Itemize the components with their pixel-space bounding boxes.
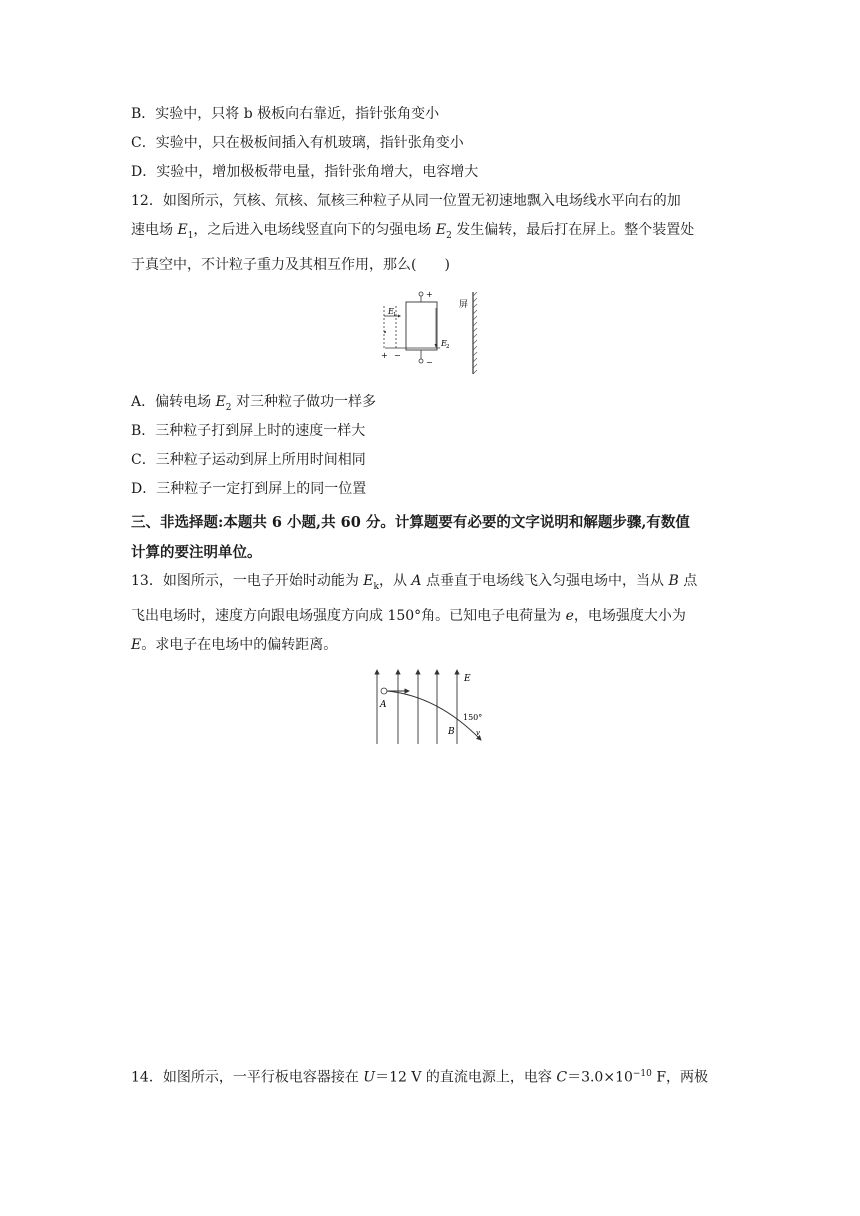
option-b-q12: B．三种粒子打到屏上时的速度一样大 [131,423,366,439]
point-a-label: A [380,700,387,710]
q12-line2c: 发生偏转，最后打在屏上。整个装置处 [451,222,695,238]
plus-label: + [381,351,388,360]
section-3-heading: 三、非选择题:本题共 6 小题,共 60 分。计算题要有必要的文字说明和解题步骤,有数值 计算的要注明单位。 [131,514,690,561]
terminal-bottom [419,359,423,363]
velocity-label: v [476,729,480,737]
q12-line2b: ，之后进入电场线竖直向下的匀强电场 [193,222,436,238]
e2-label: E [441,339,447,348]
e2-subscript: 2 [446,230,452,241]
question-12-stem [131,187,731,280]
field-e-label: E [464,674,471,684]
e2-label-sub: 2 [446,344,450,350]
question-13-stem: 13．如图所示，一电子开始时动能为 $E_k$，从 A 点垂直于电场线飞入匀强电场中，当从 B 点 飞出电场时，速度方向跟电场强度方向成 150°角。已知电子电荷量为 e，电场强度大小为 E。求电子在电场中的偏转距离。 [131,573,698,653]
e1-subscript: 1 [187,230,194,241]
deflect-plates [406,302,437,350]
question-14-stem: 14．如图所示，一平行板电容器接在 U＝12 V 的直流电源上，电容 $C=3.0\times 10^{-10}$ F，两极 [131,1069,709,1086]
screen-label: 屏 [459,300,469,310]
q12-figure [370,288,485,378]
e1-symbol: E [177,222,188,238]
top-plus: + [426,290,433,299]
q12-line3: 于真空中，不计粒子重力及其相互作用，那么( ) [131,256,450,273]
option-c-q12: C．三种粒子运动到屏上所用时间相同 [131,452,366,468]
bottom-minus: − [426,358,433,367]
option-b-q11: B．实验中，只将 b 极板向右靠近，指针张角变小 [131,106,440,122]
option-a-q12: A．偏转电场 $E_2$ 对三种粒子做功一样多 [131,394,376,413]
electron [381,688,387,694]
q12-line1: 12．如图所示，氕核、氘核、氚核三种粒子从同一位置无初速地飘入电场线水平向右的加 [131,193,681,209]
terminal-top [419,292,423,296]
q12-line2a: 速电场 [131,222,178,238]
minus-label: − [394,351,401,360]
point-b-label: B [448,727,455,737]
option-d-q11: D．实验中，增加极板带电量，指针张角增大，电容增大 [131,164,479,180]
angle-label: 150° [463,713,483,722]
option-d-q12: D．三种粒子一定打到屏上的同一位置 [131,481,367,497]
q13-figure [368,664,493,746]
option-c-q11: C．实验中，只在极板间插入有机玻璃，指针张角变小 [131,135,464,151]
e1-label-sub: 1 [393,312,397,318]
e1-label: E [388,307,394,316]
e2-symbol: E [435,222,447,238]
